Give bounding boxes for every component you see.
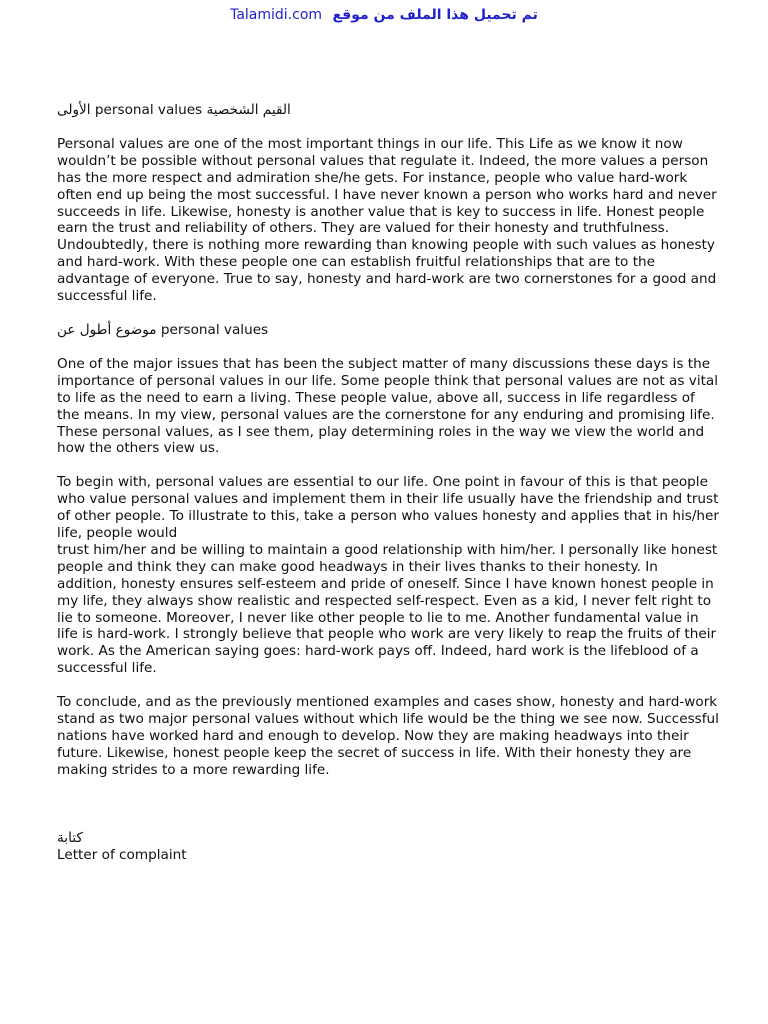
section2-heading — [57, 322, 721, 339]
section1-heading-arabic-suffix: الأولى — [57, 102, 91, 118]
section1-heading-english: personal values — [94, 102, 203, 118]
paragraph-conclusion: To conclude, and as the previously mentioned examples and cases show, honesty and hard-work stand as two major personal values without which life would be the thing we see now. Successful nations have worked hard and enough to develop. Now they are making headways into their future. Likewise, honest people keep the secret of success in life. With their honesty they are making strides to a more rewarding life. — [57, 694, 719, 778]
letter-of-complaint-heading: Letter of complaint — [57, 846, 187, 863]
site-name: Talamidi.com — [230, 7, 323, 23]
download-source-banner — [0, 6, 768, 24]
writing-label-text: كتابة — [57, 829, 83, 846]
paragraph-introduction: One of the major issues that has been the subject matter of many discussions these days is the importance of personal values in our life. Some people think that personal values are not as vital to life as the need to earn a living. These people value, above all, success in life regardless of the means. In my view, personal values are the cornerstone for any enduring and promising life. These personal values, as I see them, play determining roles in the way we view the world and how the others view us. — [57, 355, 719, 457]
paragraph-body-part2: trust him/her and be willing to maintain a good relationship with him/her. I personally like honest people and think they can make good headways in their lives thanks to their honesty. In addition, honesty ensures self-esteem and pride of oneself. Since I have known honest people in my life, they always show realistic and respected self-respect. Even as a kid, I never felt right to lie to someone. Moreover, I never like other people to lie to me. Another fundamental value in life is hard-work. I strongly believe that people who work are very likely to reap the fruits of their work. As the American saying goes: hard-work pays off. Indeed, hard work is the lifeblood of a successful life. — [57, 541, 718, 677]
writing-label-arabic — [57, 830, 721, 847]
section2-heading-english: personal values — [160, 321, 269, 338]
paragraph-short-essay: Personal values are one of the most important things in our life. This Life as we know it now wouldn’t be possible without personal values that regulate it. Indeed, the more values a person has the more respect and admiration she/he gets. For instance, people who value hard-work often end up being the most successful. I have never known a person who works hard and never succeeds in life. Likewise, honesty is another value that is key to success in life. Honest people earn the trust and reliability of others. They are valued for their honesty and truthfulness. Undoubtedly, there is nothing more rewarding than knowing people with such values as honesty and hard-work. With these people one can establish fruitful relationships that are to the advantage of everyone. True to say, honesty and hard-work are two cornerstones for a good and successful life. — [57, 135, 717, 305]
download-note-arabic: تم تحميل هذا الملف من موقع — [332, 7, 538, 23]
section1-heading — [57, 102, 721, 119]
section2-heading-arabic: موضوع أطول عن — [57, 321, 157, 338]
paragraph-body-part1: To begin with, personal values are essential to our life. One point in favour of this is that people who value personal values and implement them in their life usually have the friendship and trust of other people. To illustrate to this, take a person who values honesty and applies that in his/her life, people would — [57, 474, 719, 542]
section1-heading-arabic-prefix: القيم الشخصية — [206, 102, 291, 118]
document-body — [57, 102, 721, 864]
